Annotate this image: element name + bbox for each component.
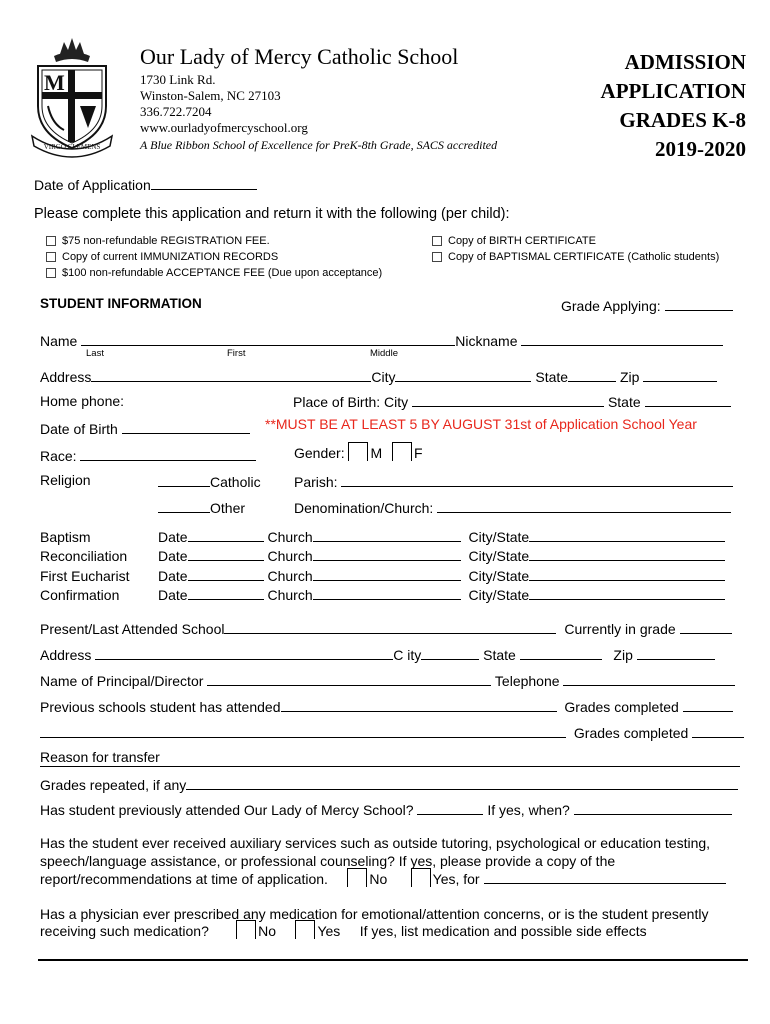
confirmation-church-field[interactable]: [313, 585, 461, 600]
school-website[interactable]: www.ourladyofmercyschool.org: [140, 120, 308, 135]
name-sub-middle: Middle: [370, 348, 398, 359]
instructions: Please complete this application and return it with the following (per child):: [34, 206, 510, 222]
school-phone: 336.722.7204: [140, 104, 212, 119]
name-row: Name Nickname: [40, 331, 723, 349]
school-address-2: Winston-Salem, NC 27103: [140, 88, 281, 103]
denomination-row: Denomination/Church:: [294, 498, 731, 516]
zip-field[interactable]: [643, 367, 717, 382]
student-info-heading: STUDENT INFORMATION: [40, 296, 202, 311]
medication-no-checkbox[interactable]: [236, 920, 256, 939]
reason-row: Reason for transfer: [40, 749, 160, 765]
reconciliation-church-field[interactable]: [313, 546, 461, 561]
religion-label: Religion: [40, 472, 91, 488]
previous-schools-row-2: Grades completed: [40, 723, 744, 741]
medication-yes-checkbox[interactable]: [295, 920, 315, 939]
checklist-item: $75 non-refundable REGISTRATION FEE.: [46, 233, 382, 249]
school-crest-logo: [30, 36, 114, 158]
aux-yes-checkbox[interactable]: [411, 868, 431, 887]
parish-field[interactable]: [341, 472, 733, 487]
eucharist-church-field[interactable]: [313, 566, 461, 581]
catholic-row: Catholic: [158, 472, 261, 490]
eucharist-city-field[interactable]: [529, 566, 725, 581]
address-field[interactable]: [91, 367, 371, 382]
grades-completed-field-2[interactable]: [692, 723, 744, 738]
attended-when-field[interactable]: [574, 800, 732, 815]
previous-schools-field[interactable]: [281, 697, 557, 712]
other-row: Other: [158, 498, 245, 516]
sacrament-row-confirmation: Confirmation Date Church City/State: [40, 585, 725, 603]
school-telephone-field[interactable]: [563, 671, 735, 686]
date-of-application-label: Date of Application: [34, 177, 151, 193]
grades-repeated-row: Grades repeated, if any: [40, 775, 738, 793]
svg-text:M: M: [44, 70, 65, 95]
state-field[interactable]: [568, 367, 616, 382]
grades-repeated-field[interactable]: [186, 775, 738, 790]
medication-line-1: Has a physician ever prescribed any medication for emotional/attention concerns, or is the student presently: [40, 906, 709, 922]
checkbox[interactable]: [46, 268, 56, 278]
gender-f-checkbox[interactable]: [392, 442, 412, 461]
date-of-application-field[interactable]: [151, 175, 257, 190]
principal-row: Name of Principal/Director Telephone: [40, 671, 735, 689]
checklist-item: Copy of current IMMUNIZATION RECORDS: [46, 249, 382, 265]
aux-no-checkbox[interactable]: [347, 868, 367, 887]
title-line-1: ADMISSION: [624, 50, 746, 74]
svg-text:VIRGO CLEMENS: VIRGO CLEMENS: [43, 143, 101, 151]
checkbox[interactable]: [46, 236, 56, 246]
checkbox[interactable]: [46, 252, 56, 262]
nickname-field[interactable]: [521, 331, 723, 346]
school-city-field[interactable]: [421, 645, 479, 660]
sacrament-row-first-eucharist: First Eucharist Date Church City/State: [40, 566, 725, 584]
baptism-church-field[interactable]: [313, 527, 461, 542]
principal-field[interactable]: [207, 671, 491, 686]
name-sub-first: First: [227, 348, 246, 359]
other-field[interactable]: [158, 498, 210, 513]
grade-applying-field[interactable]: [665, 296, 733, 311]
date-of-application-row: [34, 175, 257, 193]
sacrament-row-reconciliation: Reconciliation Date Church City/State: [40, 546, 725, 564]
reconciliation-city-field[interactable]: [529, 546, 725, 561]
aux-services-line-2: speech/language assistance, or professional counseling? If yes, please provide a copy of the: [40, 853, 616, 869]
bottom-divider: [38, 959, 748, 961]
checklist-left: [46, 233, 382, 281]
confirmation-date-field[interactable]: [188, 585, 264, 600]
present-school-row: Present/Last Attended School Currently in grade: [40, 619, 732, 637]
confirmation-city-field[interactable]: [529, 585, 725, 600]
checklist-item: Copy of BAPTISMAL CERTIFICATE (Catholic students): [432, 249, 719, 265]
baptism-city-field[interactable]: [529, 527, 725, 542]
checklist-right: [432, 233, 719, 265]
place-of-birth-row: Place of Birth: City State: [293, 392, 731, 410]
grades-completed-field-1[interactable]: [683, 697, 733, 712]
birth-state-field[interactable]: [645, 392, 731, 407]
form-title: [601, 48, 746, 164]
aux-services-line-1: Has the student ever received auxiliary services such as outside tutoring, psychological or education testing,: [40, 835, 711, 851]
school-address-row: Address C ity State Zip: [40, 645, 715, 663]
checklist-item: $100 non-refundable ACCEPTANCE FEE (Due upon acceptance): [46, 265, 382, 281]
school-state-field[interactable]: [520, 645, 602, 660]
title-line-4: 2019-2020: [655, 137, 746, 161]
school-address-1: 1730 Link Rd.: [140, 72, 216, 87]
checklist-item: Copy of BIRTH CERTIFICATE: [432, 233, 719, 249]
medication-line-2: receiving such medication? No Yes If yes, list medication and possible side effects: [40, 920, 647, 939]
reason-field[interactable]: [40, 766, 740, 767]
school-name: Our Lady of Mercy Catholic School: [140, 44, 459, 69]
present-school-field[interactable]: [224, 619, 556, 634]
eucharist-date-field[interactable]: [188, 566, 264, 581]
previous-schools-row: Previous schools student has attended Grades completed: [40, 697, 733, 715]
dob-field[interactable]: [122, 419, 250, 434]
gender-row: Gender: M F: [294, 442, 423, 461]
previous-schools-field-2[interactable]: [40, 723, 566, 738]
race-field[interactable]: [80, 446, 256, 461]
school-zip-field[interactable]: [637, 645, 715, 660]
attended-olm-row: Has student previously attended Our Lady of Mercy School? If yes, when?: [40, 800, 732, 818]
catholic-field[interactable]: [158, 472, 210, 487]
reconciliation-date-field[interactable]: [188, 546, 264, 561]
race-row: Race:: [40, 446, 256, 464]
parish-row: Parish:: [294, 472, 733, 490]
city-field[interactable]: [395, 367, 531, 382]
name-field[interactable]: [81, 331, 455, 346]
checkbox[interactable]: [432, 236, 442, 246]
aux-yes-for-field[interactable]: [484, 869, 726, 884]
title-line-2: APPLICATION: [600, 79, 746, 103]
checkbox[interactable]: [432, 252, 442, 262]
gender-m-checkbox[interactable]: [348, 442, 368, 461]
name-sub-last: Last: [86, 348, 104, 359]
attended-olm-field[interactable]: [417, 800, 483, 815]
school-tagline: A Blue Ribbon School of Excellence for PreK-8th Grade, SACS accredited: [140, 138, 498, 152]
aux-services-line-3: report/recommendations at time of application. No Yes, for: [40, 868, 726, 887]
dob-age-note: **MUST BE AT LEAST 5 BY AUGUST 31st of Application School Year: [265, 416, 697, 432]
sacrament-row-baptism: Baptism Date Church City/State: [40, 527, 725, 545]
baptism-date-field[interactable]: [188, 527, 264, 542]
dob-row: Date of Birth: [40, 419, 250, 437]
school-address-field[interactable]: [95, 645, 393, 660]
address-row: Address City State Zip: [40, 367, 717, 385]
birth-city-field[interactable]: [412, 392, 604, 407]
grade-applying-row: Grade Applying:: [561, 296, 733, 314]
current-grade-field[interactable]: [680, 619, 732, 634]
title-line-3: GRADES K-8: [619, 108, 746, 132]
home-phone-label: Home phone:: [40, 393, 125, 409]
denomination-field[interactable]: [437, 498, 731, 513]
